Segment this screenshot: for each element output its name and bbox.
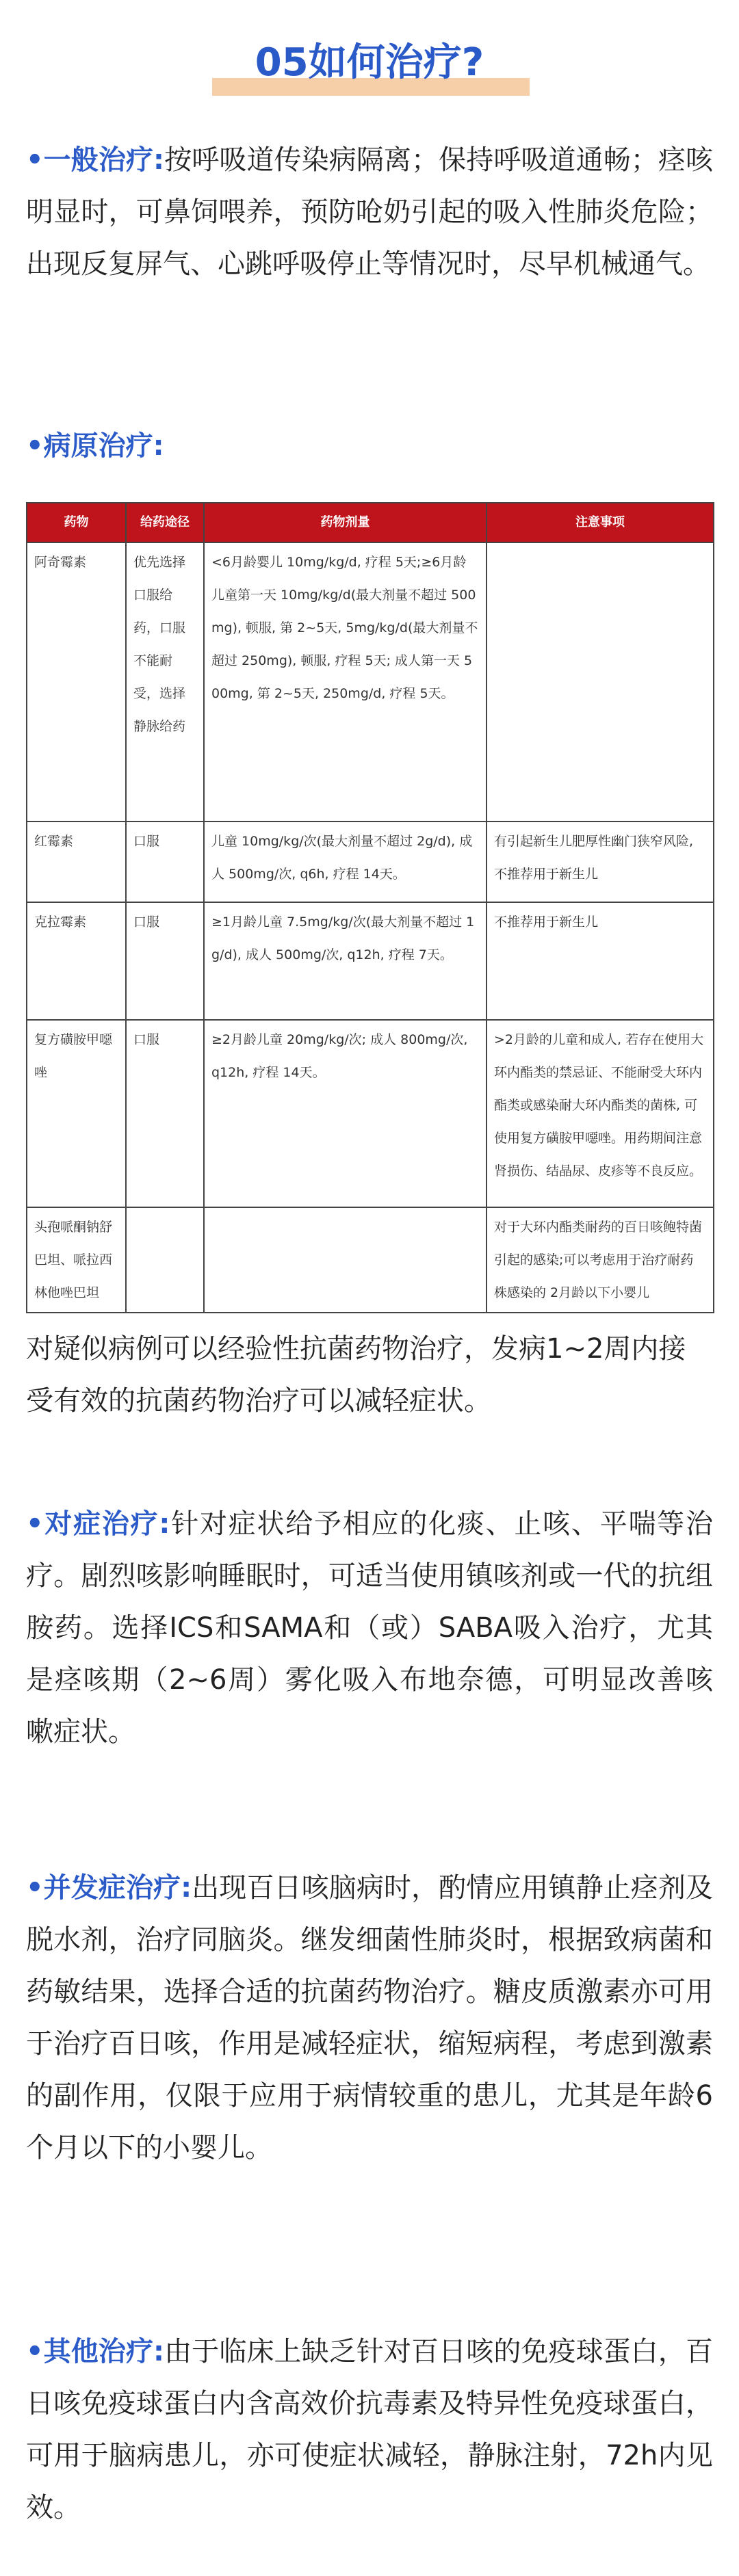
- table-cell-dose: <6月龄婴儿 10mg/kg/d, 疗程 5天;≥6月龄儿童第一天 10mg/kg/d(最大剂量不超过 500mg), 顿服, 第 2~5天, 5mg/kg/d(最大剂量不超过 250mg), 顿服, 疗程 5天; 成人第一天 500mg, 第 2~5天, 250mg/d, 疗程 5天。: [204, 542, 487, 822]
- table-cell-drug: 复方磺胺甲噁唑: [27, 1020, 126, 1207]
- bullet-icon: •: [26, 1508, 44, 1540]
- symptomatic-treatment-heading: [26, 1508, 170, 1540]
- symptomatic-treatment-label: 对症治疗:: [43, 1508, 170, 1540]
- other-treatment-heading: [26, 2336, 164, 2367]
- other-treatment-section: [26, 2326, 713, 2534]
- table-header-row: [27, 503, 714, 542]
- general-treatment-label: 一般治疗:: [43, 144, 165, 176]
- table-cell-note: 不推荐用于新生儿: [487, 902, 714, 1020]
- table-header-note: 注意事项: [487, 503, 714, 542]
- bullet-icon: •: [26, 430, 44, 462]
- pathogen-treatment-section: [26, 420, 713, 472]
- table-cell-note: [487, 542, 714, 822]
- other-treatment-text: 由于临床上缺乏针对百日咳的免疫球蛋白，百日咳免疫球蛋白内含高效价抗毒素及特异性免疫球蛋白，可用于脑病患儿，亦可使症状减轻，静脉注射，72h内见效。: [26, 2336, 713, 2523]
- complication-treatment-label: 并发症治疗:: [43, 1872, 192, 1904]
- general-treatment-text: 按呼吸道传染病隔离；保持呼吸道通畅；痉咳明显时，可鼻饲喂养，预防呛奶引起的吸入性肺炎危险；出现反复屏气、心跳呼吸停止等情况时，尽早机械通气。: [26, 144, 713, 280]
- table-cell-dose: 儿童 10mg/kg/次(最大剂量不超过 2g/d), 成人 500mg/次, q6h, 疗程 14天。: [204, 822, 487, 902]
- general-treatment-heading: [26, 144, 164, 176]
- table-cell-drug: 克拉霉素: [27, 902, 126, 1020]
- empiric-therapy-paragraph: 对疑似病例可以经验性抗菌药物治疗，发病1~2周内接受有效的抗菌药物治疗可以减轻症状。: [26, 1333, 686, 1417]
- bullet-icon: •: [26, 2336, 44, 2367]
- pathogen-treatment-heading: [26, 430, 164, 462]
- table-row: [27, 1020, 714, 1207]
- complication-treatment-heading: [26, 1872, 192, 1904]
- table-cell-route: [126, 1207, 204, 1313]
- symptomatic-treatment-section: [26, 1498, 713, 1758]
- drug-table: [26, 502, 714, 1313]
- complication-treatment-section: [26, 1862, 713, 2174]
- title-block: [0, 30, 739, 105]
- table-cell-dose: ≥2月龄儿童 20mg/kg/次; 成人 800mg/次, q12h, 疗程 14天。: [204, 1020, 487, 1207]
- table-cell-drug: 红霉素: [27, 822, 126, 902]
- table-header-drug: 药物: [27, 503, 126, 542]
- table-cell-drug: 阿奇霉素: [27, 542, 126, 822]
- table-row: [27, 902, 714, 1020]
- other-treatment-label: 其他治疗:: [43, 2336, 165, 2367]
- table-cell-dose: [204, 1207, 487, 1313]
- table-cell-route: 口服: [126, 822, 204, 902]
- bullet-icon: •: [26, 1872, 44, 1904]
- table-header-route: 给药途径: [126, 503, 204, 542]
- complication-treatment-text: 出现百日咳脑病时，酌情应用镇静止痉剂及脱水剂，治疗同脑炎。继发细菌性肺炎时，根据致病菌和药敏结果，选择合适的抗菌药物治疗。糖皮质激素亦可用于治疗百日咳，作用是减轻症状，缩短病程，考虑到激素的副作用，仅限于应用于病情较重的患儿，尤其是年龄6个月以下的小婴儿。: [26, 1872, 713, 2164]
- table-cell-note: 对于大环内酯类耐药的百日咳鲍特菌引起的感染;可以考虑用于治疗耐药株感染的 2月龄以下小婴儿: [487, 1207, 714, 1313]
- table-header-dose: 药物剂量: [204, 503, 487, 542]
- general-treatment-section: [26, 134, 713, 290]
- table-cell-route: 口服: [126, 1020, 204, 1207]
- table-row: [27, 1207, 714, 1313]
- table-row: [27, 542, 714, 822]
- pathogen-treatment-label: 病原治疗:: [43, 430, 164, 462]
- symptomatic-treatment-text: 针对症状给予相应的化痰、止咳、平喘等治疗。剧烈咳影响睡眠时，可适当使用镇咳剂或一代的抗组胺药。选择ICS和SAMA和（或）SABA吸入治疗，尤其是痉咳期（2~6周）雾化吸入布地奈德，可明显改善咳嗽症状。: [26, 1508, 714, 1748]
- table-cell-note: >2月龄的儿童和成人, 若存在使用大环内酯类的禁忌证、不能耐受大环内酯类或感染耐大环内酯类的菌株, 可使用复方磺胺甲噁唑。用药期间注意肾损伤、结晶尿、皮疹等不良反应。: [487, 1020, 714, 1207]
- table-cell-route: 优先选择口服给药，口服不能耐受，选择静脉给药: [126, 542, 204, 822]
- table-cell-dose: ≥1月龄儿童 7.5mg/kg/次(最大剂量不超过 1g/d), 成人 500mg/次, q12h, 疗程 7天。: [204, 902, 487, 1020]
- bullet-icon: •: [26, 144, 44, 176]
- table-cell-drug: 头孢哌酮钠舒巴坦、哌拉西林他唑巴坦: [27, 1207, 126, 1313]
- table-cell-route: 口服: [126, 902, 204, 1020]
- table-cell-note: 有引起新生儿肥厚性幽门狭窄风险, 不推荐用于新生儿: [487, 822, 714, 902]
- page-title: 05如何治疗?: [255, 40, 484, 85]
- table-row: [27, 822, 714, 902]
